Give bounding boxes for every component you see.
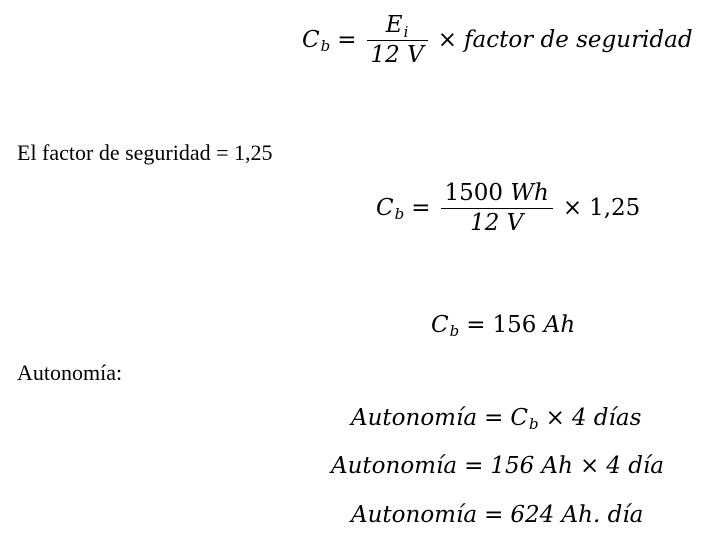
cb-symbol: C bbox=[376, 195, 394, 221]
days-term: 4 días bbox=[571, 405, 642, 431]
safety-factor-value: 1,25 bbox=[589, 195, 641, 221]
fraction-denominator: 12 V bbox=[370, 42, 424, 68]
times-sign: × bbox=[562, 195, 583, 221]
autonomy-term: Autonomía bbox=[351, 405, 478, 431]
capacity-unit: Ah bbox=[543, 312, 576, 338]
safety-factor-term: factor de seguridad bbox=[463, 27, 693, 53]
equals-sign: = bbox=[484, 405, 504, 431]
cb-subscript: b bbox=[394, 205, 405, 223]
equation-battery-capacity-substituted bbox=[376, 182, 640, 235]
autonomy-heading: Autonomía: bbox=[17, 360, 123, 385]
cb-subscript: b bbox=[320, 37, 331, 55]
cb-symbol: C bbox=[510, 405, 528, 431]
equals-sign: = bbox=[337, 27, 357, 53]
times-sign: × bbox=[545, 405, 565, 431]
fraction-numerator: $E_i$ bbox=[385, 12, 409, 41]
cb-symbol: C bbox=[431, 312, 449, 338]
fraction bbox=[441, 182, 553, 235]
cb-symbol: C bbox=[302, 27, 320, 53]
cb-subscript: b bbox=[449, 322, 460, 340]
equals-sign: = bbox=[466, 312, 486, 338]
times-sign: × bbox=[437, 27, 457, 53]
capacity-term: 156 Ah bbox=[490, 453, 573, 479]
autonomy-value: 624 Ah. día bbox=[510, 502, 644, 528]
equals-sign: = bbox=[411, 195, 431, 221]
fraction-numerator: 1500 Wh bbox=[444, 180, 549, 206]
capacity-value: 156 bbox=[492, 312, 537, 338]
fraction bbox=[367, 14, 428, 67]
cb-subscript: b bbox=[528, 415, 539, 433]
safety-factor-statement: El factor de seguridad = 1,25 bbox=[17, 140, 273, 165]
autonomy-term: Autonomía bbox=[331, 453, 458, 479]
equation-autonomy-formula bbox=[351, 405, 642, 433]
equation-autonomy-substituted bbox=[331, 455, 664, 478]
fraction-denominator: 12 V bbox=[470, 210, 524, 236]
equation-battery-capacity-result bbox=[431, 312, 576, 340]
times-sign: × bbox=[579, 453, 600, 479]
autonomy-term: Autonomía bbox=[351, 502, 478, 528]
equals-sign: = bbox=[484, 502, 504, 528]
days-term: 4 día bbox=[606, 453, 665, 479]
equation-autonomy-result bbox=[351, 504, 643, 527]
equals-sign: = bbox=[464, 453, 484, 479]
equation-battery-capacity-formula bbox=[302, 14, 693, 67]
